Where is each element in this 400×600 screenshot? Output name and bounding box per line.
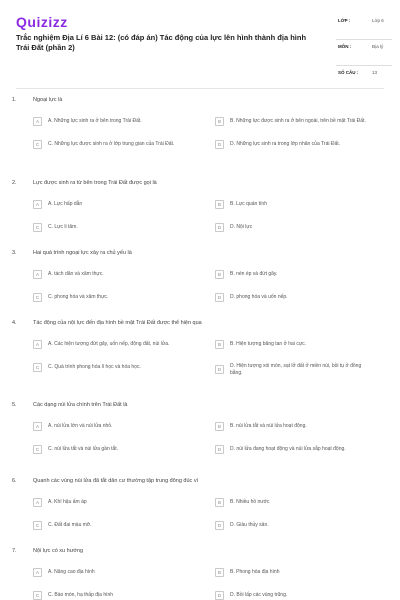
- option-b[interactable]: [215, 340, 370, 349]
- option-letter-box[interactable]: B: [215, 340, 224, 349]
- meta-label-grade: LỚP :: [338, 18, 351, 23]
- option-letter-box[interactable]: C: [33, 591, 42, 600]
- option-letter-box[interactable]: B: [215, 498, 224, 507]
- option-letter-box[interactable]: A: [33, 117, 42, 126]
- option-text: B. Lực quán tính: [230, 201, 267, 208]
- option-text: A. Khí hậu ấm áp: [48, 499, 87, 506]
- option-text: A. Lực hấp dẫn: [48, 201, 83, 208]
- meta-box: [336, 14, 392, 92]
- option-text: B. Những lực được sinh ra ở bên ngoài, trên bề mặt Trái Đất.: [230, 118, 366, 125]
- option-b[interactable]: [215, 568, 370, 577]
- question-number: 1.: [12, 97, 17, 103]
- question-number: 6.: [12, 478, 17, 484]
- option-c[interactable]: [33, 293, 188, 302]
- question-number: 7.: [12, 548, 17, 554]
- option-letter-box[interactable]: A: [33, 422, 42, 431]
- option-c[interactable]: [33, 140, 188, 149]
- header: [0, 0, 400, 85]
- option-text: C. núi lửa tắt và núi lửa gần tắt.: [48, 446, 119, 453]
- quizizz-logo[interactable]: Quizizz: [16, 14, 68, 30]
- meta-value-subject: Địa lý: [372, 44, 384, 49]
- header-divider: [16, 88, 384, 89]
- option-b[interactable]: [215, 498, 370, 507]
- option-d[interactable]: [215, 591, 370, 600]
- option-c[interactable]: [33, 591, 188, 600]
- option-letter-box[interactable]: C: [33, 223, 42, 232]
- option-text: A. Các hiện tượng đứt gãy, uốn nếp, động đất, núi lửa.: [48, 341, 170, 348]
- option-letter-box[interactable]: A: [33, 200, 42, 209]
- option-b[interactable]: [215, 117, 370, 126]
- option-letter-box[interactable]: A: [33, 568, 42, 577]
- question-number: 5.: [12, 402, 17, 408]
- option-letter-box[interactable]: B: [215, 568, 224, 577]
- option-text: A. tách dãn và xâm thực.: [48, 271, 104, 278]
- option-text: B. Nhiều hồ nước: [230, 499, 270, 506]
- option-letter-box[interactable]: D: [215, 293, 224, 302]
- option-letter-box[interactable]: B: [215, 117, 224, 126]
- option-text: B. nén ép và đứt gãy.: [230, 271, 278, 278]
- question-text: Quanh các vùng núi lửa đã tắt dân cư thường tập trung đông đúc vì: [33, 478, 199, 484]
- question-number: 3.: [12, 250, 17, 256]
- option-letter-box[interactable]: C: [33, 363, 42, 372]
- option-c[interactable]: [33, 521, 188, 530]
- option-letter-box[interactable]: C: [33, 521, 42, 530]
- option-b[interactable]: [215, 200, 370, 209]
- meta-label-count: SỐ CÂU :: [338, 70, 359, 75]
- option-text: A. Những lực sinh ra ở bên trong Trái Đất.: [48, 118, 142, 125]
- option-letter-box[interactable]: A: [33, 340, 42, 349]
- option-b[interactable]: [215, 422, 370, 431]
- question-text: Các dạng núi lửa chính trên Trái Đất là: [33, 402, 128, 408]
- option-text: D. Nội lực: [230, 224, 253, 231]
- meta-row-subject: [336, 40, 392, 66]
- option-text: D. Bồi lấp các vùng trũng.: [230, 592, 288, 599]
- option-text: B. Hiện tượng băng tan ở hai cực.: [230, 341, 307, 348]
- option-letter-box[interactable]: B: [215, 200, 224, 209]
- option-letter-box[interactable]: A: [33, 270, 42, 279]
- option-letter-box[interactable]: D: [215, 223, 224, 232]
- option-a[interactable]: [33, 568, 188, 577]
- question-text: Tác động của nội lực đến địa hình bề mặt Trái Đất được thể hiện qua: [33, 320, 202, 326]
- option-d[interactable]: [215, 140, 370, 149]
- meta-label-subject: MÔN :: [338, 44, 352, 49]
- option-a[interactable]: [33, 200, 188, 209]
- option-text: C. Lực li tâm.: [48, 224, 78, 231]
- option-text: D. Hiện tượng xói mòn, sạt lở đất ở miền núi, bồi tụ ở đồng bằng.: [230, 363, 362, 376]
- option-text: A. Nâng cao địa hình: [48, 569, 95, 576]
- option-d[interactable]: [215, 363, 370, 376]
- option-c[interactable]: [33, 223, 188, 232]
- option-text: D. phong hóa và uốn nếp.: [230, 294, 288, 301]
- option-letter-box[interactable]: C: [33, 293, 42, 302]
- option-b[interactable]: [215, 270, 370, 279]
- option-letter-box[interactable]: D: [215, 140, 224, 149]
- option-text: D. núi lửa đang hoạt động và núi lửa sắp hoạt động.: [230, 446, 346, 453]
- option-letter-box[interactable]: D: [215, 591, 224, 600]
- option-a[interactable]: [33, 422, 188, 431]
- option-letter-box[interactable]: D: [215, 521, 224, 530]
- option-a[interactable]: [33, 270, 188, 279]
- question-number: 2.: [12, 180, 17, 186]
- question-text: Nội lực có xu hướng: [33, 548, 84, 554]
- option-text: C. Đất đai màu mỡ.: [48, 522, 92, 529]
- option-text: C. Quá trình phong hóa lí học và hóa học.: [48, 364, 141, 371]
- option-c[interactable]: [33, 445, 188, 454]
- option-d[interactable]: [215, 445, 370, 454]
- option-d[interactable]: [215, 223, 370, 232]
- option-d[interactable]: [215, 293, 370, 302]
- option-d[interactable]: [215, 521, 370, 530]
- option-text: C. Những lực được sinh ra ở lớp trung gian của Trái Đất.: [48, 141, 175, 148]
- option-text: B. núi lửa tắt và núi lửa hoạt động.: [230, 423, 307, 430]
- option-a[interactable]: [33, 498, 188, 507]
- option-letter-box[interactable]: B: [215, 422, 224, 431]
- option-letter-box[interactable]: D: [215, 365, 224, 374]
- option-c[interactable]: [33, 363, 188, 372]
- question-text: Ngoại lực là: [33, 97, 63, 103]
- option-a[interactable]: [33, 340, 188, 349]
- meta-value-count: 13: [372, 70, 378, 75]
- option-text: C. Bào mòn, hạ thấp địa hình: [48, 592, 114, 599]
- option-letter-box[interactable]: B: [215, 270, 224, 279]
- option-text: B. Phong hóa địa hình: [230, 569, 280, 576]
- question-text: Hai quá trình ngoại lực xảy ra chủ yếu là: [33, 250, 132, 256]
- option-text: D. Những lực sinh ra trong lớp nhân của Trái Đất.: [230, 141, 341, 148]
- question-number: 4.: [12, 320, 17, 326]
- option-text: A. núi lửa lớn và núi lửa nhỏ.: [48, 423, 113, 430]
- option-text: D. Giàu thủy sản.: [230, 522, 269, 529]
- option-letter-box[interactable]: C: [33, 140, 42, 149]
- option-text: C. phong hóa và xâm thực.: [48, 294, 109, 301]
- page-title: Trắc nghiệm Địa Lí 6 Bài 12: (có đáp án) Tác động của lực lên hình thành địa hình Trái Đất (phần 2): [16, 33, 307, 52]
- meta-row-grade: [336, 14, 392, 40]
- option-letter-box[interactable]: A: [33, 498, 42, 507]
- option-letter-box[interactable]: D: [215, 445, 224, 454]
- option-letter-box[interactable]: C: [33, 445, 42, 454]
- meta-value-grade: Lớp 6: [372, 18, 384, 23]
- option-a[interactable]: [33, 117, 188, 126]
- question-text: Lực được sinh ra từ bên trong Trái Đất được gọi là: [33, 180, 157, 186]
